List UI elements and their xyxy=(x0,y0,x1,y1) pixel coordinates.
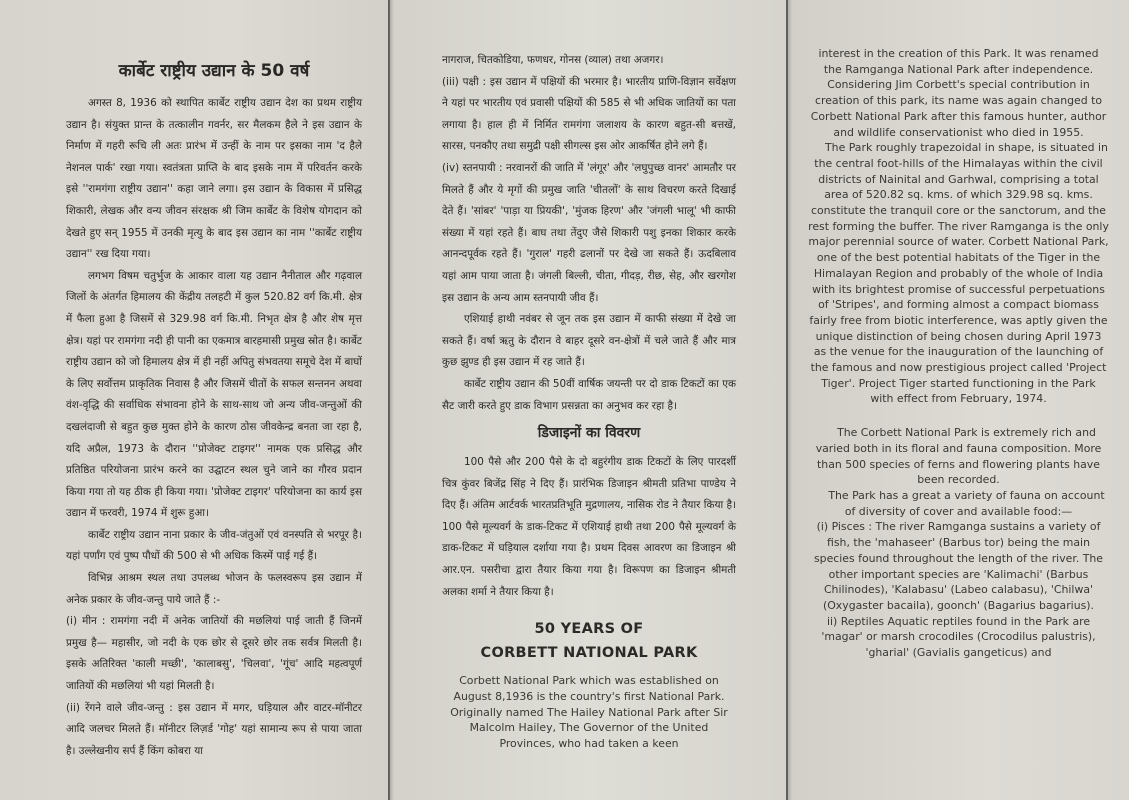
middle-paragraph-5: कार्बेट राष्ट्रीय उद्यान की 50वीं वार्षिक जयन्ती पर दो डाक टिकटों का एक सैट जारी करते हुए डाक विभाग प्रसन्नता का अनुभव कर रहा है। xyxy=(442,377,736,412)
right-panel xyxy=(788,0,1129,800)
design-details-title: डिजाइनों का विवरण xyxy=(537,425,641,442)
right-paragraph-4: The Park has a great a variety of fauna on account of diversity of cover and available food:— xyxy=(828,488,1105,518)
english-title xyxy=(442,617,736,665)
fold-shadow-1 xyxy=(388,0,394,800)
middle-panel xyxy=(390,0,786,800)
middle-paragraph-3: (iv) स्तनपायी : नरवानरों की जाति में 'लंगूर' और 'लघुपुच्छ वानर' आमतौर पर मिलते हैं और ये मृगों की प्रमुख जाति 'चीतलों' के साथ विचरण करते दिखाई देते हैं। 'सांबर' 'पाड़ा या प्रियकी', 'मुंजक हिरण' और 'जंगली भालू' भी काफी संख्या में यहां रहते हैं। बाघ तथा तेंदुए जैसे शिकारी पशु इनका शिकार करके आनन्दपूर्वक रहते हैं। 'गुराल' गहरी ढलानों पर देखे जा सकते हैं। ऊदबिलाव यहां आम पाया जाता है। जंगली बिल्ली, चीता, गीदड़, रीछ, सेह, और खरगोश इस उद्यान के अन्य आम स्तनपायी जीव हैं। xyxy=(442,161,736,304)
left-paragraph-5: (i) मीन : रामगंगा नदी में अनेक जातियों की मछलियां पाई जाती हैं जिनमें प्रमुख है— महासीर, जो नदी के एक छोर से दूसरे छोर तक सर्वत्र मिलती है। इसके अतिरिक्त 'काली मच्छी', 'कालाबसु', 'चिलवा', 'गूंच' आदि महत्वपूर्ण जातियों की मछलियां भी यहां मिलती है। xyxy=(66,615,362,693)
design-details-text: 100 पैसे और 200 पैसे के दो बहुरंगीय डाक टिकटों के लिए पारदर्शी चित्र कुंवर बिजेंद्र सिंह ने दिए हैं। प्रारंभिक डिजाइन श्रीमती प्रतिभा पाण्डेय ने दिए हैं। अंतिम आर्टवर्क भारतप्रतिभूति मुद्रणालय, नासिक रोड ने तैयार किया है। 100 पैसे मूल्यवर्ग के डाक-टिकट में एशियाई हाथी तथा 200 पैसे मूल्यवर्ग के डाक-टिकट में घड़ियाल दर्शाया गया है। प्रथम दिवस आवरण का डिजाइन श्री आर.एन. पसरीचा द्वारा तैयार किया गया है। विरूपण का डिजाइन श्रीमती अलका शर्मा ने तैयार किया है। xyxy=(442,456,736,598)
left-panel xyxy=(0,0,388,800)
english-title-line-1: 50 YEARS OF xyxy=(534,621,644,638)
english-title-line-2: CORBETT NATIONAL PARK xyxy=(480,645,698,662)
fold-shadow-2 xyxy=(786,0,792,800)
right-paragraph-5: (i) Pisces : The river Ramganga sustains a variety of fish, the 'mahaseer' (Barbus tor) being the main species found throughout the length of the river. The other important species are 'Kalimachi' (Barbus Chilinodes), 'Kalabasu' (Labeo calabasu), 'Chilwa' (Oxygaster bacaila), goonch' (Bagarius bagarius). xyxy=(813,520,1103,612)
middle-paragraph-1: नागराज, चितकोडिया, फणधर, गोनस (व्याल) तथा अजगर। xyxy=(442,54,664,66)
left-paragraph-2: लगभग विषम चतुर्भुज के आकार वाला यह उद्यान नैनीताल और गढ़वाल जिलों के अंतर्गत हिमालय की केंद्रीय तलहटी में कुल 520.82 वर्ग कि.मी. क्षेत्र में फैला हुआ है जिसमें से 329.98 वर्ग कि.मी. निभृत क्षेत्र है और शेष मृत्त क्षेत्र। यहां पर रामगंगा नदी ही पानी का एकमात्र बारहमासी प्रमुख स्रोत है। कार्बेट राष्ट्रीय उद्यान को जो हिमालय क्षेत्र में ही नहीं अपितु संभवतया समूचे देश में बाघों के लिए सर्वोत्तम प्राकृतिक निवास है और जिसमें चीतों के सफल सन्तनन अथवा वंश-वृद्धि की सर्वाधिक संभावना होने के साथ-साथ जो अन्य जीव-जन्तुओं की दखलंदाजी से बहुत कुछ मुक्त होने के कारण ठोस जीवकेन्द्र बनता जा रहा है, यदि अप्रैल, 1973 के दौरान ''प्रोजेक्ट टाइगर'' नामक एक प्रसिद्ध और प्रतिष्ठित परियोजना प्रारंभ करने का उद्घाटन स्थल चुने जाने का गौरव प्रदान किया गया तो यह ठीक ही किया गया। 'प्रोजेक्ट टाइगर' परियोजना का कार्य इस उद्यान में फरवरी, 1974 में शुरू हुआ। xyxy=(66,269,362,520)
left-paragraph-3: कार्बेट राष्ट्रीय उद्यान नाना प्रकार के जीव-जंतुओं एवं वनस्पति से भरपूर है। यहां पर्णांग एवं पुष्प पौधों की 500 से भी अधिक किस्में पाई गई हैं। xyxy=(66,528,362,563)
middle-paragraph-2: (iii) पक्षी : इस उद्यान में पक्षियों की भरमार है। भारतीय प्राणि-विज्ञान सर्वेक्षण ने यहां पर भारतीय एवं प्रवासी पक्षियों की 585 से भी अधिक जातियों का पता लगाया है। हाल ही में निर्मित रामगंगा जलाशय के कारण बहुत-सी बत्तखें, सारस, पनकौए तथा समुद्री पक्षी सीगल्स इस ओर आकर्षित होने लगे हैं। xyxy=(442,75,736,153)
hindi-title: कार्बेट राष्ट्रीय उद्यान के 50 वर्ष xyxy=(118,61,310,81)
left-paragraph-1: अगस्त 8, 1936 को स्थापित कार्बेट राष्ट्रीय उद्यान देश का प्रथम राष्ट्रीय उद्यान है। संयुक्त प्रान्त के तत्कालीन गवर्नर, सर मैलकम हैले ने इस उद्यान के निर्माण में गहरी रूचि ली अतः प्रारंभ में उन्हीं के नाम पर इसका नाम 'द हैले नेशनल पार्क' रखा गया। स्वतंत्रता प्राप्ति के बाद इसके नाम में परिवर्तन करके इसे ''रामगंगा राष्ट्रीय उद्यान'' कहा जाने लगा। इस उद्यान के विकास में प्रसिद्ध शिकारी, लेखक और वन्य जीवन संरक्षक श्री जिम कार्बेट के विशेष योगदान को देखते हुए सन् 1955 में उनकी मृत्यु के बाद इस उद्यान का नाम ''कार्बेट राष्ट्रीय उद्यान'' रख दिया गया। xyxy=(66,97,362,261)
middle-paragraph-4: एशियाई हाथी नवंबर से जून तक इस उद्यान में काफी संख्या में देखे जा सकते हैं। वर्षा ऋतु के दौरान वे बाहर दूसरे वन-क्षेत्रों में चले जाते हैं और मात्र कुछ झुण्ड ही इस उद्यान में रह जाते हैं। xyxy=(442,313,736,369)
english-intro-text: Corbett National Park which was established on August 8,1936 is the country's first National Park. Originally named The Hailey National Park after Sir Malcolm Hailey, The Governor of the United Provinces, who had taken a keen xyxy=(450,674,728,751)
right-paragraph-6: ii) Reptiles Aquatic reptiles found in the Park are 'magar' or marsh crocodiles (Crocodilus palustris), 'gharial' (Gavialis gangeticus) and xyxy=(821,614,1096,660)
left-paragraph-4: विभिन्न आश्रम स्थल तथा उपलब्ध भोजन के फलस्वरूप इस उद्यान में अनेक प्रकार के जीव-जन्तु पाये जाते हैं :- xyxy=(66,572,362,606)
right-paragraph-2: The Park roughly trapezoidal in shape, is situated in the central foot-hills of the Himalayas within the civil districts of Nainital and Garhwal, comprising a total area of 520.82 sq. kms. of which 329.98 sq. kms. constitute the tranquil core or the sanctorum, and the rest forming the buffer. The river Ramganga is the only major perennial source of water. Corbett National Park, one of the best potential habitats of the Tiger in the Himalayan Region and probably of the whole of India with its brightest promise of successful perpetuations of 'Stripes', and forming almost a compact biomass fairly free from biotic interference, was aptly given the unique distinction of being chosen during April 1973 as the venue for the inauguration of the launching of the famous and now prestigious project called 'Project Tiger'. Project Tiger started functioning in the Park with effect from February, 1974. xyxy=(808,141,1109,406)
paragraph-gap xyxy=(808,407,1109,425)
right-paragraph-3: The Corbett National Park is extremely rich and varied both in its floral and fauna composition. More than 500 species of ferns and flowering plants have been recorded. xyxy=(815,426,1102,487)
left-paragraph-6: (ii) रेंगने वाले जीव-जन्तु : इस उद्यान में मगर, घड़ियाल और वाटर-मॉनीटर आदि जलचर मिलते हैं। मॉनीटर लिज़र्ड 'गोह' यहां सामान्य रूप से पाया जाता है। उल्लेखनीय सर्प हैं किंग कोबरा या xyxy=(66,701,362,757)
right-paragraph-1: interest in the creation of this Park. It was renamed the Ramganga National Park after independence. Considering Jim Corbett's special contribution in creation of this park, its name was again changed to Corbett National Park after this famous hunter, author and wildlife conservationist who died in 1955. xyxy=(810,47,1107,139)
